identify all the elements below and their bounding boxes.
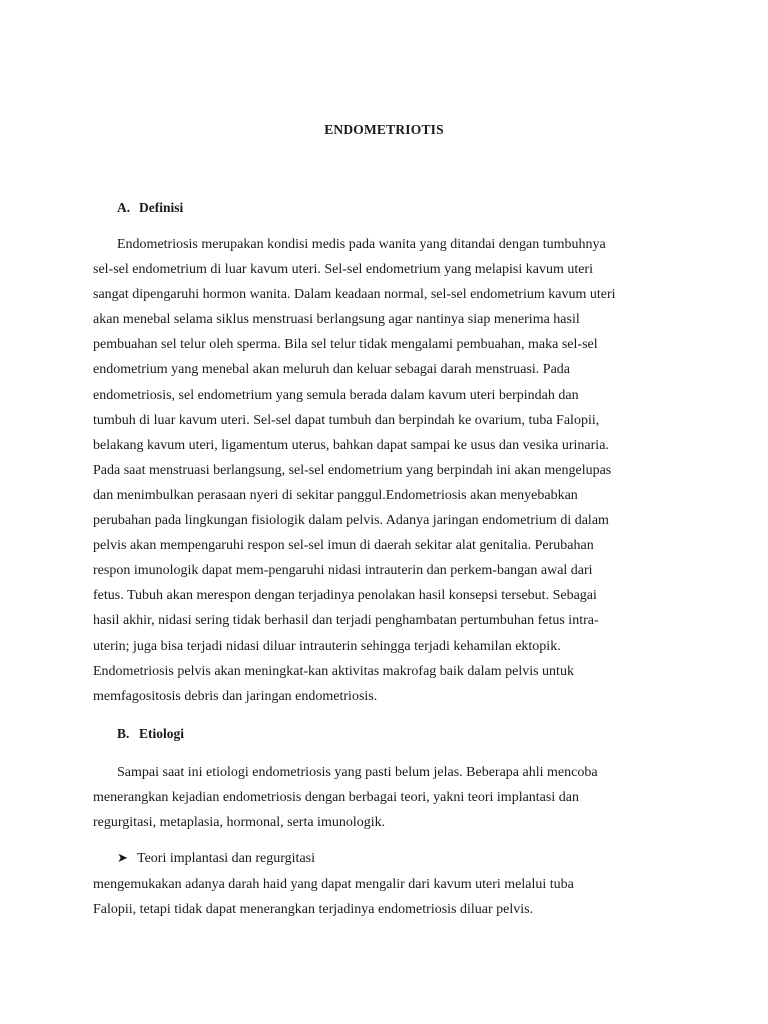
paragraph-line: belakang kavum uteri, ligamentum uterus, bahkan dapat sampai ke usus dan vesika urinaria. <box>93 437 609 453</box>
paragraph-line: Endometriosis pelvis akan meningkat-kan aktivitas makrofag baik dalam pelvis untuk <box>93 663 574 679</box>
paragraph-line: akan menebal selama siklus menstruasi berlangsung agar nantinya siap menerima hasil <box>93 312 580 328</box>
paragraph-line: respon imunologik dapat mem-pengaruhi nidasi intrauterin dan perkem-bangan awal dari <box>93 563 593 579</box>
section-a-paragraph <box>93 232 673 709</box>
bullet-label: Teori implantasi dan regurgitasi <box>137 851 315 866</box>
paragraph-line: Sampai saat ini etiologi endometriosis yang pasti belum jelas. Beberapa ahli mencoba <box>117 765 598 780</box>
section-a-letter: A. <box>117 200 131 215</box>
paragraph-line: dan menimbulkan perasaan nyeri di sekitar panggul.Endometriosis akan menyebabkan <box>93 487 578 503</box>
paragraph-line: pelvis akan mempengaruhi respon sel-sel imun di daerah sekitar alat genitalia. Perubahan <box>93 538 594 554</box>
bullet-item <box>117 850 315 867</box>
paragraph-line: endometrium yang menebal akan meluruh dan keluar sebagai darah menstruasi. Pada <box>93 362 570 378</box>
paragraph-line: memfagositosis debris dan jaringan endometriosis. <box>93 688 378 704</box>
paragraph-line: perubahan pada lingkungan fisiologik dalam pelvis. Adanya jaringan endometrium di dalam <box>93 513 609 529</box>
section-b-letter: B. <box>117 726 130 741</box>
paragraph-line: uterin; juga bisa terjadi nidasi diluar intrauterin sehingga terjadi kehamilan ektopik. <box>93 638 561 654</box>
paragraph-line: fetus. Tubuh akan merespon dengan terjadinya penolakan hasil konsepsi tersebut. Sebagai <box>93 588 597 604</box>
section-b-paragraph <box>93 760 673 835</box>
paragraph-line: Falopii, tetapi tidak dapat menerangkan terjadinya endometriosis diluar pelvis. <box>93 902 534 918</box>
paragraph-line: sel-sel endometrium di luar kavum uteri. Sel-sel endometrium yang melapisi kavum uteri <box>93 262 593 278</box>
section-a-title: Definisi <box>139 200 184 215</box>
document-title: ENDOMETRIOTIS <box>324 122 444 137</box>
section-b-heading <box>117 726 184 742</box>
paragraph-line: Endometriosis merupakan kondisi medis pada wanita yang ditandai dengan tumbuhnya <box>117 237 606 252</box>
paragraph-line: hasil akhir, nidasi sering tidak berhasil dan terjadi penghambatan pertumbuhan fetus intra- <box>93 613 599 629</box>
paragraph-line: sangat dipengaruhi hormon wanita. Dalam keadaan normal, sel-sel endometrium kavum uteri <box>93 287 616 303</box>
bullet-paragraph <box>93 872 673 922</box>
paragraph-line: Pada saat menstruasi berlangsung, sel-sel endometrium yang berpindah ini akan mengelupas <box>93 462 612 478</box>
paragraph-line: endometriosis, sel endometrium yang semula berada dalam kavum uteri berpindah dan <box>93 387 579 403</box>
paragraph-line: menerangkan kejadian endometriosis dengan berbagai teori, yakni teori implantasi dan <box>93 790 579 806</box>
section-a-heading <box>117 200 183 216</box>
paragraph-line: mengemukakan adanya darah haid yang dapat mengalir dari kavum uteri melalui tuba <box>93 877 574 892</box>
paragraph-line: tumbuh di luar kavum uteri. Sel-sel dapat tumbuh dan berpindah ke ovarium, tuba Falopii, <box>93 412 600 428</box>
paragraph-line: pembuahan sel telur oleh sperma. Bila sel telur tidak mengalami pembuahan, maka sel-sel <box>93 337 598 353</box>
section-b-title: Etiologi <box>139 726 185 741</box>
arrow-bullet-icon: ➤ <box>117 850 128 865</box>
paragraph-line: regurgitasi, metaplasia, hormonal, serta imunologik. <box>93 815 386 831</box>
